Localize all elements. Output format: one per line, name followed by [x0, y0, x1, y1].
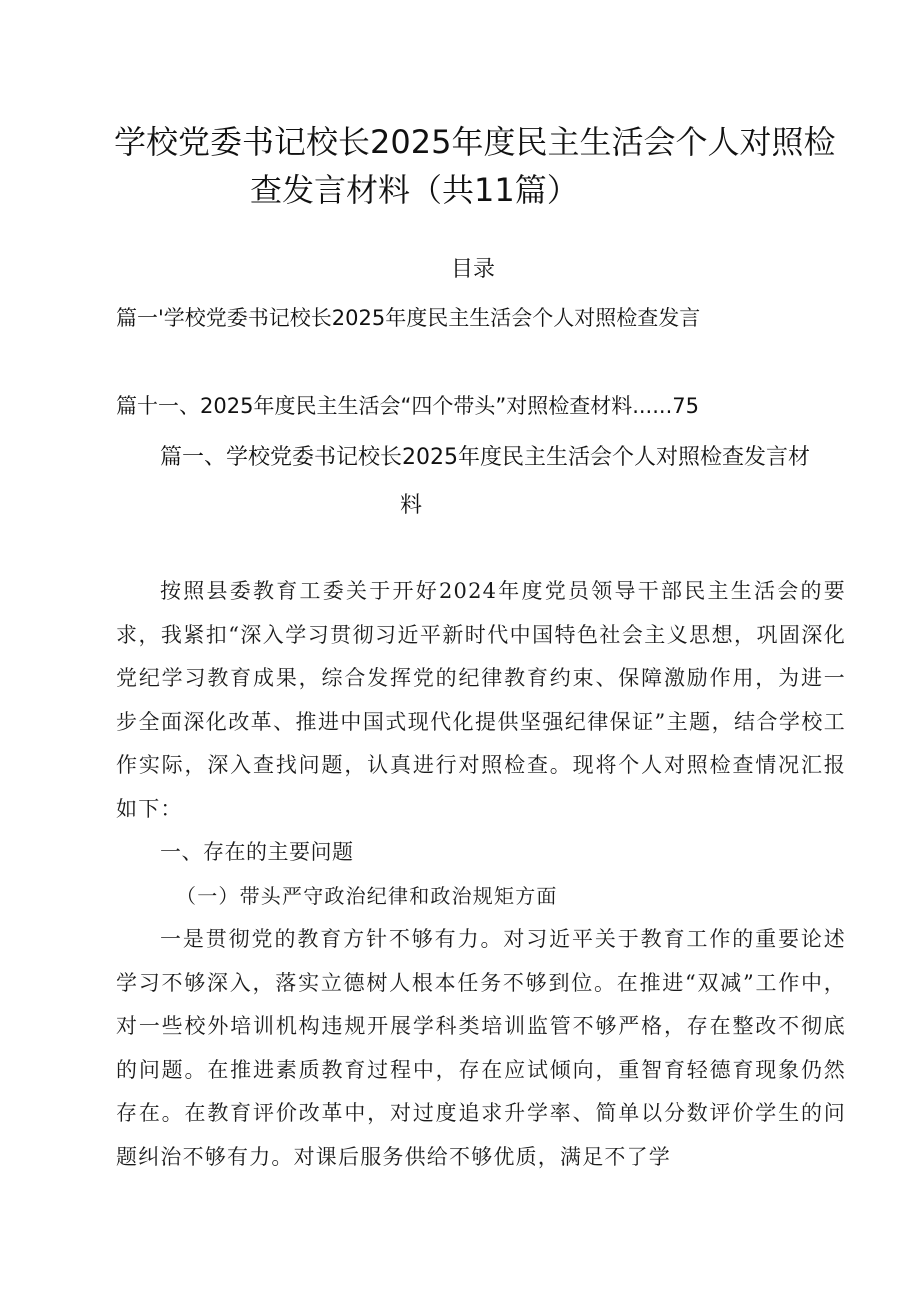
- section-title-line-1: 篇一、学校党委书记校长2025年度民主生活会个人对照检查发言材: [160, 445, 810, 470]
- heading-political-discipline: （一）带头严守政治纪律和政治规矩方面: [176, 883, 558, 908]
- toc-item[interactable]: 篇十一、2025年度民主生活会“四个带头”对照检查材料......75: [116, 394, 699, 418]
- section-title-line-2: 料: [400, 493, 423, 518]
- document-body: [116, 570, 846, 1179]
- toc-heading: 目录: [450, 257, 495, 282]
- document-title: [100, 118, 840, 214]
- section-title: [160, 434, 860, 530]
- body-paragraph: 一是贯彻党的教育方针不够有力。对习近平关于教育工作的重要论述学习不够深入，落实立德树人根本任务不够到位。在推进“双减”工作中，对一些校外培训机构违规开展学科类培训监管不够严格，存在整改不彻底的问题。在推进素质教育过程中，存在应试倾向，重智育轻德育现象仍然存在。在教育评价改革中，对过度追求升学率、简单以分数评价学生的问题纠治不够有力。对课后服务供给不够优质，满足不了学: [116, 927, 846, 1169]
- toc-item[interactable]: 篇一'学校党委书记校长2025年度民主生活会个人对照检查发言: [116, 306, 701, 330]
- intro-paragraph: 按照县委教育工委关于开好2024年度党员领导干部民主生活会的要求，我紧扣“深入学习贯彻习近平新时代中国特色社会主义思想，巩固深化党纪学习教育成果，综合发挥党的纪律教育约束、保障激励作用，为进一步全面深化改革、推进中国式现代化提供坚强纪律保证”主题，结合学校工作实际，深入查找问题，认真进行对照检查。现将个人对照检查情况汇报如下：: [116, 579, 846, 821]
- document-title-line-2: 查发言材料（共11篇）: [250, 171, 579, 209]
- heading-main-problems: 一、存在的主要问题: [160, 840, 354, 864]
- document-title-line-1: 学校党委书记校长2025年度民主生活会个人对照检: [114, 123, 836, 161]
